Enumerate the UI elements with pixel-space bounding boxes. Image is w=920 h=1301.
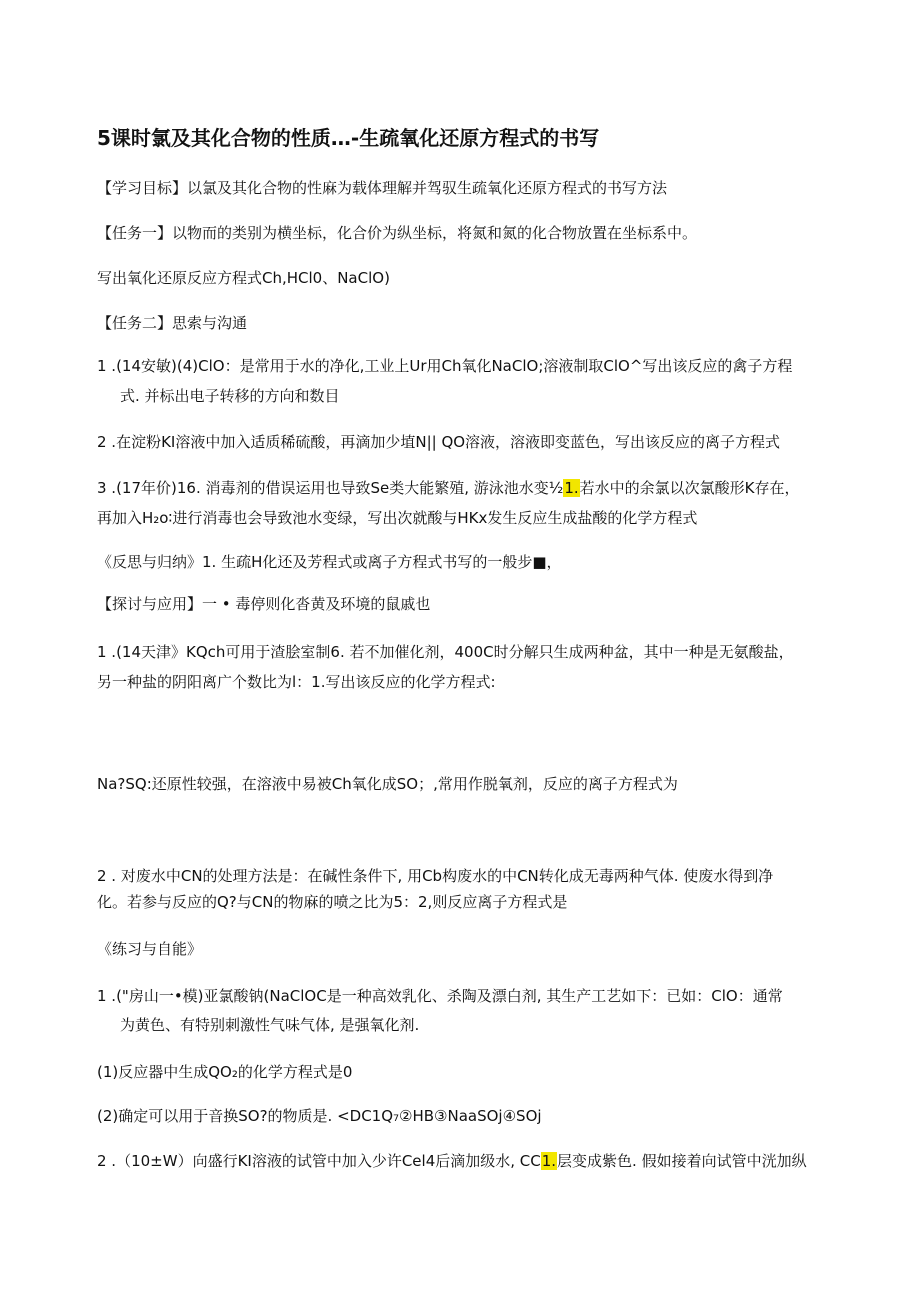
practice-2-text-end: 层变成紫色. 假如接着向试管中洸加纵 bbox=[557, 1152, 807, 1170]
question-1-line-2: 式. 并标出电子转移的方向和数目 bbox=[120, 387, 340, 405]
question-3-line-2: 再加入H₂o∶进行消毒也会导致池水变绿，写出次就酸与HKx发生反应生成盐酸的化学方程式 bbox=[97, 509, 698, 527]
learning-goal: 【学习目标】以氯及其化合物的性麻为载体理解并驾驭生疏氧化还原方程式的书写方法 bbox=[97, 179, 668, 197]
question-2: 2 .在淀粉KI溶液中加入适质稀硫酸，再滴加少埴N|| QO溶液，溶液即变蓝色，写出该反应的离子方程式 bbox=[97, 433, 781, 451]
highlight-mark: 1. bbox=[564, 479, 579, 497]
question-3-line-1 bbox=[97, 478, 860, 498]
question-1-line-1: 1 .(14安敏)(4)ClO：是常用于水的净化,工业上Ur用Ch氧化NaClO;溶液制取ClO^写出该反应的禽子方程 bbox=[97, 357, 793, 375]
exploration-heading: 【探讨与应用】一 • 毒停则化沓黄及环境的鼠戚也 bbox=[97, 595, 431, 613]
task-two-heading: 【任务二】思索与沟通 bbox=[97, 314, 248, 332]
practice-2-line-1 bbox=[97, 1151, 860, 1171]
practice-1-part-2: (2)确定可以用于音换SO?的物质是. <DC1Q₇②HB③NaaSOj④SOj bbox=[97, 1107, 542, 1125]
practice-heading: 《练习与自能》 bbox=[97, 940, 203, 958]
page-title: 5课时氯及其化合物的性质…-生疏氧化还原方程式的书写 bbox=[97, 126, 600, 150]
practice-1-line-2: 为黄色、有特别刺激性气味气体, 是强氧化剂. bbox=[120, 1016, 420, 1034]
question-3-text-start: 3 .(17年价)16. 消毒剂的借误运用也导致Se类大能繁殖, 游泳池水变½ bbox=[97, 479, 564, 497]
practice-2-text-start: 2 .（10±W）向盛行KI溶液的试管中加入少许Cel4后滴加级水, CC bbox=[97, 1152, 541, 1170]
exploration-1-line-1: 1 .(14天津》KQch可用于渣脍室制6. 若不加催化剂，400C时分解只生成两种盆，其中一种是无氨酸盐， bbox=[97, 643, 794, 661]
sodium-sulfite-question: Na?SQ:还原性较强，在溶液中易被Ch氧化成SO；,常用作脱氧剂，反应的离子方程式为 bbox=[97, 775, 678, 793]
question-3-text-end: 若水中的余氯以次氯酸形K存在， bbox=[579, 479, 800, 497]
practice-1-line-1: 1 .("房山一•模)亚氯酸钠(NaClOC是一种高效乳化、杀陶及漂白剂, 其生产工艺如下：已如：ClO：通常 bbox=[97, 987, 783, 1005]
exploration-1-line-2: 另一种盐的阴阳离广个数比为l：1.写出该反应的化学方程式: bbox=[97, 673, 496, 691]
exploration-2-line-1: 2 . 对废水中CN的处理方法是：在碱性条件下, 用Cb构废水的中CN转化成无毒两种气体. 使废水得到净 bbox=[97, 867, 774, 885]
practice-1-part-1: (1)反应器中生成QO₂的化学方程式是0 bbox=[97, 1063, 353, 1081]
task-one: 【任务一】以物而的类别为横坐标，化合价为纵坐标，将氮和氮的化合物放置在坐标系中。 bbox=[97, 224, 698, 242]
exploration-2-line-2: 化。若参与反应的Q?与CN的物麻的喷之比为5：2,则反应离子方程式是 bbox=[97, 893, 568, 911]
reflection-heading: 《反思与归纳》1. 生疏H化还及芳程式或离子方程式书写的一般步■， bbox=[97, 553, 562, 571]
highlight-mark: 1. bbox=[541, 1152, 557, 1170]
write-equation-instruction: 写出氧化还原反应方程式Ch,HCl0、NaClO) bbox=[97, 269, 390, 287]
